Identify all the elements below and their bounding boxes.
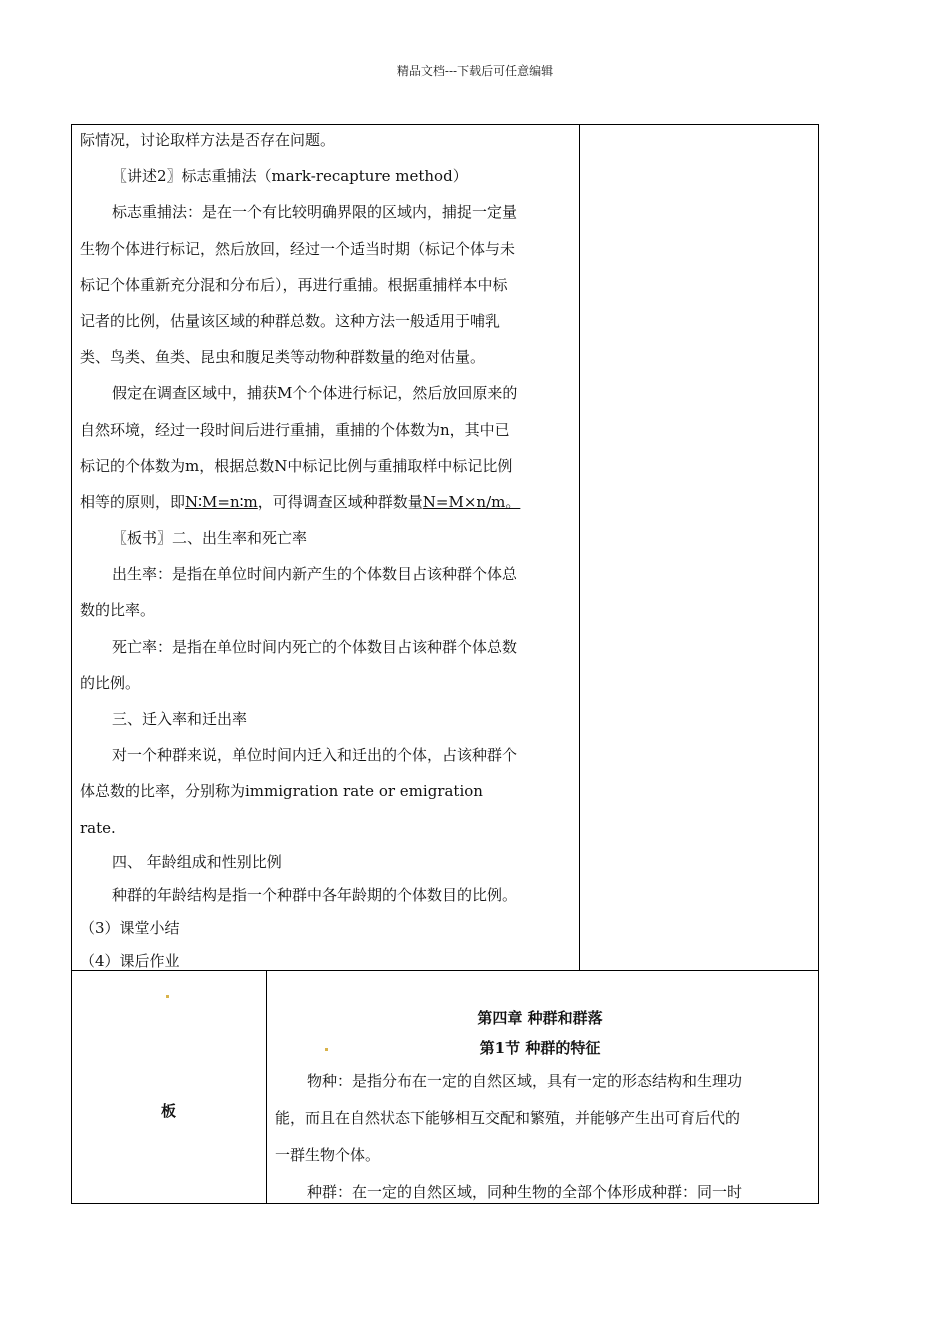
text-line: 物种：是指分布在一定的自然区域，具有一定的形态结构和生理功: [307, 1072, 743, 1090]
side-label: 板: [161, 1102, 177, 1120]
text-line: （3）课堂小结: [80, 918, 180, 937]
text-line: 的比例。: [80, 673, 141, 692]
text-line: 一群生物个体。: [275, 1146, 381, 1164]
text-line: 对一个种群来说，单位时间内迁入和迁出的个体，占该种群个: [112, 746, 518, 765]
text-line: （4）课后作业: [80, 951, 180, 970]
text-line: 三、迁入率和迁出率: [112, 710, 248, 728]
text-line: 假定在调查区域中，捕获M个个体进行标记，然后放回原来的: [112, 384, 518, 403]
text-line: 数的比率。: [80, 601, 156, 620]
text-line: 际情况，讨论取样方法是否存在问题。: [80, 131, 336, 149]
text-line: 自然环境，经过一段时间后进行重捕，重捕的个体数为n，其中已: [80, 420, 510, 439]
table-cell-side-label: [71, 970, 267, 1204]
text-line: 种群的年龄结构是指一个种群中各年龄期的个体数目的比例。: [112, 885, 518, 904]
formula-ratio: N∶M=n∶m: [185, 492, 258, 511]
text-line: 体总数的比率，分别称为immigration rate or emigration: [80, 782, 483, 801]
text-line: 生物个体进行标记，然后放回，经过一个适当时期（标记个体与未: [80, 239, 516, 258]
formula-prefix: 相等的原则，即: [80, 492, 186, 511]
text-line: 能，而且在自然状态下能够相互交配和繁殖，并能够产生出可育后代的: [275, 1109, 741, 1127]
text-line: 出生率：是指在单位时间内新产生的个体数目占该种群个体总: [112, 565, 518, 584]
text-line: rate.: [80, 818, 116, 837]
formula-middle: ，可得调查区域种群数量: [257, 492, 423, 511]
artifact-dot: [166, 995, 169, 998]
text-line: 死亡率：是指在单位时间内死亡的个体数目占该种群个体总数: [112, 637, 518, 656]
artifact-dot: [325, 1048, 328, 1051]
chapter-title: 第四章 种群和群落: [477, 1009, 603, 1027]
board-text: [275, 1003, 805, 1211]
formula-line: [80, 484, 572, 520]
table-cell-notes: [579, 124, 819, 971]
text-line: 四、 年龄组成和性别比例: [112, 852, 282, 871]
page-header: 精品文档---下载后可任意编辑: [396, 64, 554, 78]
text-line: 标记的个体数为m，根据总数N中标记比例与重捕取样中标记比例: [80, 456, 513, 475]
lesson-text: [80, 122, 572, 978]
text-line: 记者的比例，估量该区域的种群总数。这种方法一般适用于哺乳: [80, 311, 501, 330]
text-line: 种群：在一定的自然区域，同种生物的全部个体形成种群：同一时: [307, 1183, 743, 1201]
formula-population: N=M×n/m。: [422, 492, 521, 511]
section-title: 第1节 种群的特征: [479, 1039, 601, 1057]
text-line: 〖讲述2〗标志重捕法（mark-recapture method）: [112, 167, 468, 186]
text-line: 标记个体重新充分混和分布后），再进行重捕。根据重捕样本中标: [80, 275, 508, 294]
text-line: 标志重捕法：是在一个有比较明确界限的区域内，捕捉一定量: [112, 203, 518, 222]
text-line: 类、鸟类、鱼类、昆虫和腹足类等动物种群数量的绝对估量。: [80, 348, 486, 367]
text-line: 〖板书〗二、出生率和死亡率: [112, 529, 308, 548]
